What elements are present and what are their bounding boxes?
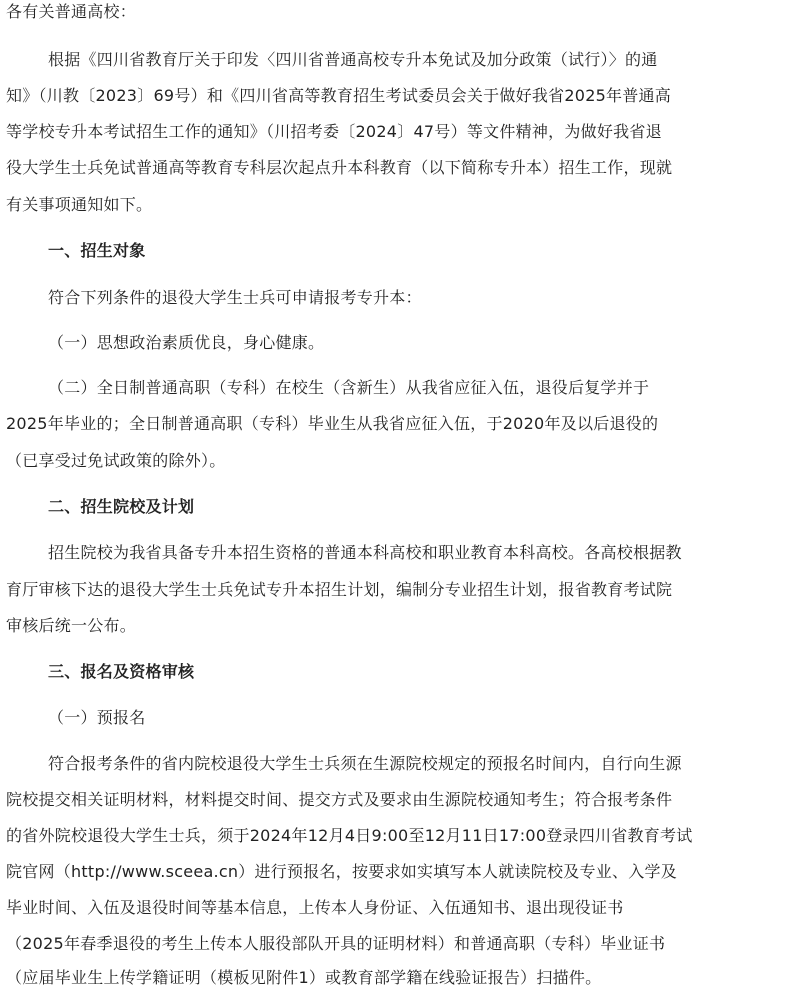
intro-line: 有关事项通知如下。 [6,195,153,214]
intro-line: 役大学生士兵免试普通高等教育专科层次起点升本科教育（以下简称专升本）招生工作，现就 [6,158,673,177]
intro-line: 知》（川教〔2023〕69号）和《四川省高等教育招生考试委员会关于做好我省2025年普通高 [6,86,672,105]
section-body-line: 审核后统一公布。 [6,616,137,635]
section-body-line: 院官网（http://www.sceea.cn）进行预报名，按要求如实填写本人就读院校及专业、入学及 [6,862,678,881]
section-body-line: 招生院校为我省具备专升本招生资格的普通本科高校和职业教育本科高校。各高校根据教 [48,543,682,562]
section-lead: 符合下列条件的退役大学生士兵可申请报考专升本： [48,288,422,307]
section-heading: 一、招生对象 [48,241,146,260]
section-body-line: 符合报考条件的省内院校退役大学生士兵须在生源院校规定的预报名时间内，自行向生源 [48,754,682,773]
section-heading: 二、招生院校及计划 [48,497,195,516]
intro-line: 根据《四川省教育厅关于印发〈四川省普通高校专升本免试及加分政策（试行）〉的通 [48,50,658,69]
subsection-heading: （一）预报名 [48,708,146,727]
section-body-line: 的省外院校退役大学生士兵，须于2024年12月4日9:00至12月11日17:00登录四川省教育考试 [6,826,693,845]
section-body-line: 育厅审核下达的退役大学生士兵免试专升本招生计划，编制分专业招生计划，报省教育考试院 [6,580,673,599]
section-body-line: 毕业时间、入伍及退役时间等基本信息，上传本人身份证、入伍通知书、退出现役证书 [6,898,624,917]
section-heading: 三、报名及资格审核 [48,662,195,681]
section-body-line: （2025年春季退役的考生上传本人服役部队开具的证明材料）和普通高职（专科）毕业证书 [6,934,666,953]
section-body-line: 院校提交相关证明材料，材料提交时间、提交方式及要求由生源院校通知考生；符合报考条件 [6,790,673,809]
section-body-line: （应届毕业生上传学籍证明（模板见附件1）或教育部学籍在线验证报告）扫描件。 [6,968,602,987]
intro-line: 等学校专升本考试招生工作的通知》（川招考委〔2024〕47号）等文件精神，为做好我省退 [6,122,662,141]
criteria-item: 2025年毕业的；全日制普通高职（专科）毕业生从我省应征入伍，于2020年及以后退役的 [6,414,659,433]
criteria-item: （二）全日制普通高职（专科）在校生（含新生）从我省应征入伍，退役后复学并于 [48,378,650,397]
criteria-item: （已享受过免试政策的除外）。 [6,451,226,470]
criteria-item: （一）思想政治素质优良，身心健康。 [48,333,325,352]
salutation: 各有关普通高校： [6,2,137,21]
